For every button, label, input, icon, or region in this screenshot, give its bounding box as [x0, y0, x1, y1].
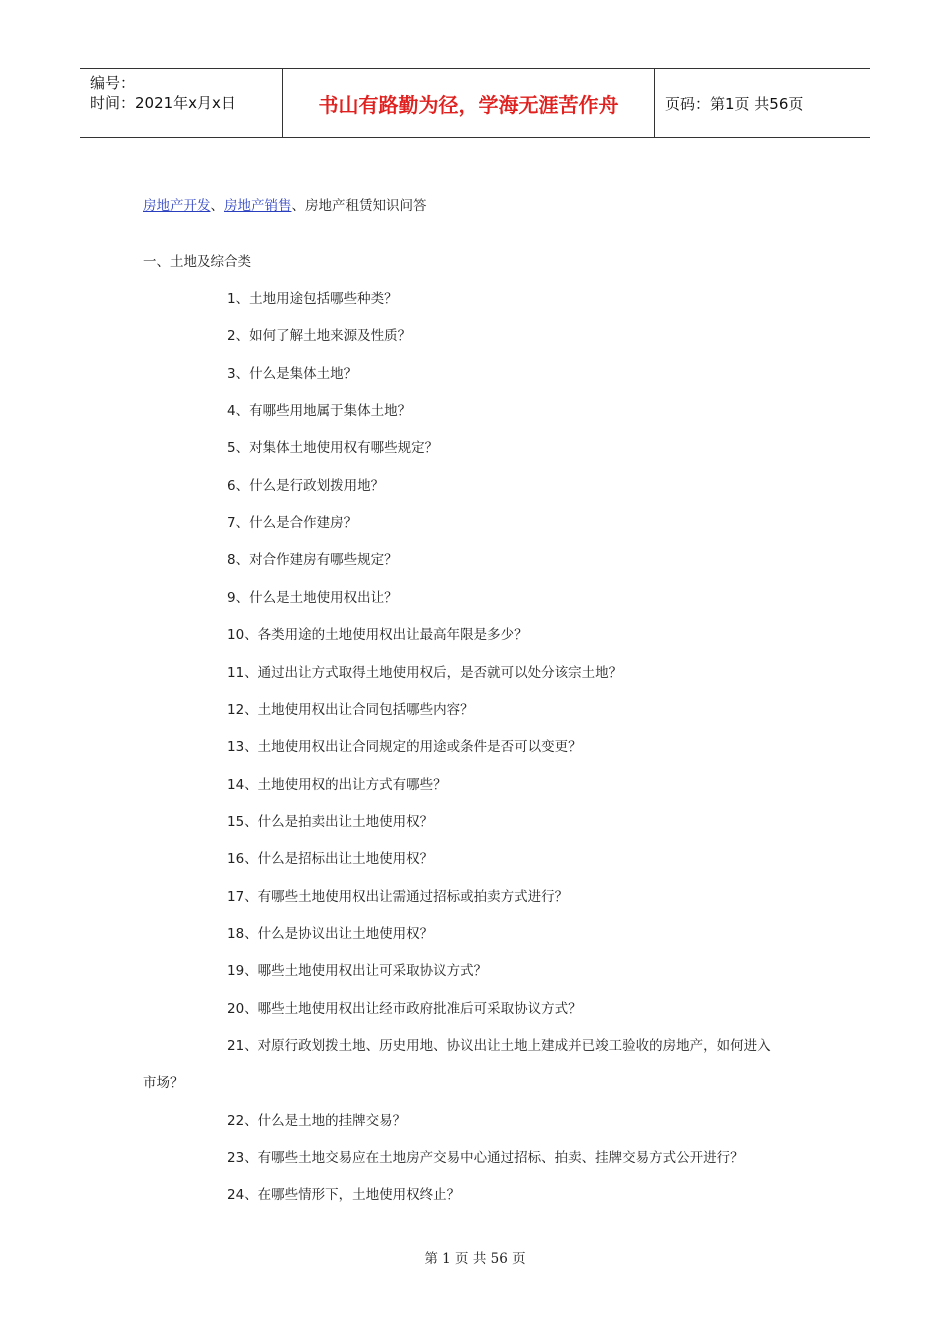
title-rest: 、房地产租赁知识问答: [291, 198, 427, 214]
question-text: 、什么是协议出让土地使用权？: [244, 925, 434, 942]
title-separator: 、: [210, 198, 224, 214]
question-text: 、土地用途包括哪些种类？: [235, 291, 398, 307]
section-heading: 一、土地及综合类: [143, 254, 251, 270]
question-text: 、对集体土地使用权有哪些规定？: [235, 440, 439, 457]
question-item: [227, 362, 357, 382]
question-number: 8: [227, 552, 236, 569]
question-text: 、土地使用权出让合同包括哪些内容？: [244, 701, 474, 718]
question-number: 16: [227, 851, 245, 868]
question-item: [227, 623, 528, 643]
question-text: 、哪些土地使用权出让可采取协议方式？: [244, 963, 488, 980]
question-item: [227, 287, 398, 307]
question-number: 21: [227, 1038, 245, 1054]
question-text: 、对合作建房有哪些规定？: [235, 552, 398, 569]
question-number: 3: [227, 365, 236, 382]
question-number: 5: [227, 440, 236, 457]
document-title: [143, 194, 427, 214]
question-number: 20: [227, 1000, 245, 1017]
question-number: 4: [227, 403, 236, 420]
time-label: 时间：2021年x月x日: [90, 94, 236, 112]
question-item: [227, 735, 582, 755]
question-item: [227, 847, 433, 867]
question-item: [227, 885, 568, 905]
question-number: 22: [227, 1112, 245, 1129]
question-item: [227, 324, 411, 344]
question-item: [227, 474, 384, 494]
question-number: 24: [227, 1187, 245, 1204]
question-text: 、通过出让方式取得土地使用权后，是否就可以处分该宗土地？: [244, 664, 623, 681]
question-number: 10: [227, 627, 245, 644]
question-text: 、有哪些土地交易应在土地房产交易中心通过招标、拍卖、挂牌交易方式公开进行？: [244, 1150, 744, 1167]
question-number: 17: [227, 888, 245, 905]
question-item: [227, 436, 438, 456]
question-number: 19: [227, 963, 245, 980]
question-text: 、如何了解土地来源及性质？: [235, 328, 412, 345]
question-item: [227, 810, 433, 830]
question-number: 1: [227, 291, 236, 307]
header-motto: 书山有路勤为径，学海无涯苦作舟: [282, 69, 655, 137]
question-item: [227, 548, 398, 568]
title-link-development[interactable]: 房地产开发: [143, 198, 211, 214]
question-number: 11: [227, 664, 245, 681]
question-item: [227, 1183, 460, 1203]
question-text: 、土地使用权出让合同规定的用途或条件是否可以变更？: [244, 739, 582, 756]
question-text: 、在哪些情形下，土地使用权终止？: [244, 1187, 461, 1204]
question-item: [227, 698, 474, 718]
question-item: [227, 511, 357, 531]
question-text: 、土地使用权的出让方式有哪些？: [244, 776, 447, 793]
question-item: [227, 661, 622, 681]
question-number: 9: [227, 589, 236, 606]
question-number: 7: [227, 515, 236, 532]
question-text: 、哪些土地使用权出让经市政府批准后可采取协议方式？: [244, 1000, 582, 1017]
header-page-info: 页码：第1页 共56页: [665, 94, 804, 113]
question-item: [227, 997, 582, 1017]
number-label: 编号：: [90, 74, 136, 92]
question-item: [227, 959, 487, 979]
question-text: 、什么是行政划拨用地？: [235, 477, 385, 494]
question-item: [227, 399, 411, 419]
question-item: [227, 773, 447, 793]
question-text: 、有哪些用地属于集体土地？: [235, 403, 412, 420]
question-number: 6: [227, 477, 236, 494]
question-number: 12: [227, 701, 245, 718]
question-text: 、什么是合作建房？: [235, 515, 358, 532]
question-text: 、什么是土地的挂牌交易？: [244, 1112, 407, 1129]
header-meta: [80, 69, 282, 137]
question-text: 、什么是土地使用权出让？: [235, 589, 398, 606]
question-text: 、对原行政划拨土地、历史用地、协议出让土地上建成并已竣工验收的房地产，如何进入: [244, 1038, 771, 1054]
question-number: 23: [227, 1150, 245, 1167]
question-number: 15: [227, 813, 245, 830]
question-number: 2: [227, 328, 236, 345]
document-header: [80, 68, 870, 138]
question-item: [227, 1109, 406, 1129]
question-item: [227, 922, 433, 942]
question-text: 、什么是招标出让土地使用权？: [244, 851, 434, 868]
question-text: 、有哪些土地使用权出让需通过招标或拍卖方式进行？: [244, 888, 569, 905]
title-link-sales[interactable]: 房地产销售: [224, 198, 292, 214]
question-text: 、什么是集体土地？: [235, 365, 358, 382]
question-text: 、什么是拍卖出让土地使用权？: [244, 813, 434, 830]
question-item: [227, 1034, 771, 1054]
question-item: [227, 1146, 744, 1166]
page-footer: 第 1 页 共 56 页: [424, 1251, 526, 1267]
question-continuation: 市场？: [143, 1075, 184, 1092]
question-item: [227, 586, 398, 606]
question-text: 、各类用途的土地使用权出让最高年限是多少？: [244, 627, 528, 644]
question-number: 13: [227, 739, 245, 756]
question-number: 18: [227, 925, 245, 942]
question-number: 14: [227, 776, 245, 793]
